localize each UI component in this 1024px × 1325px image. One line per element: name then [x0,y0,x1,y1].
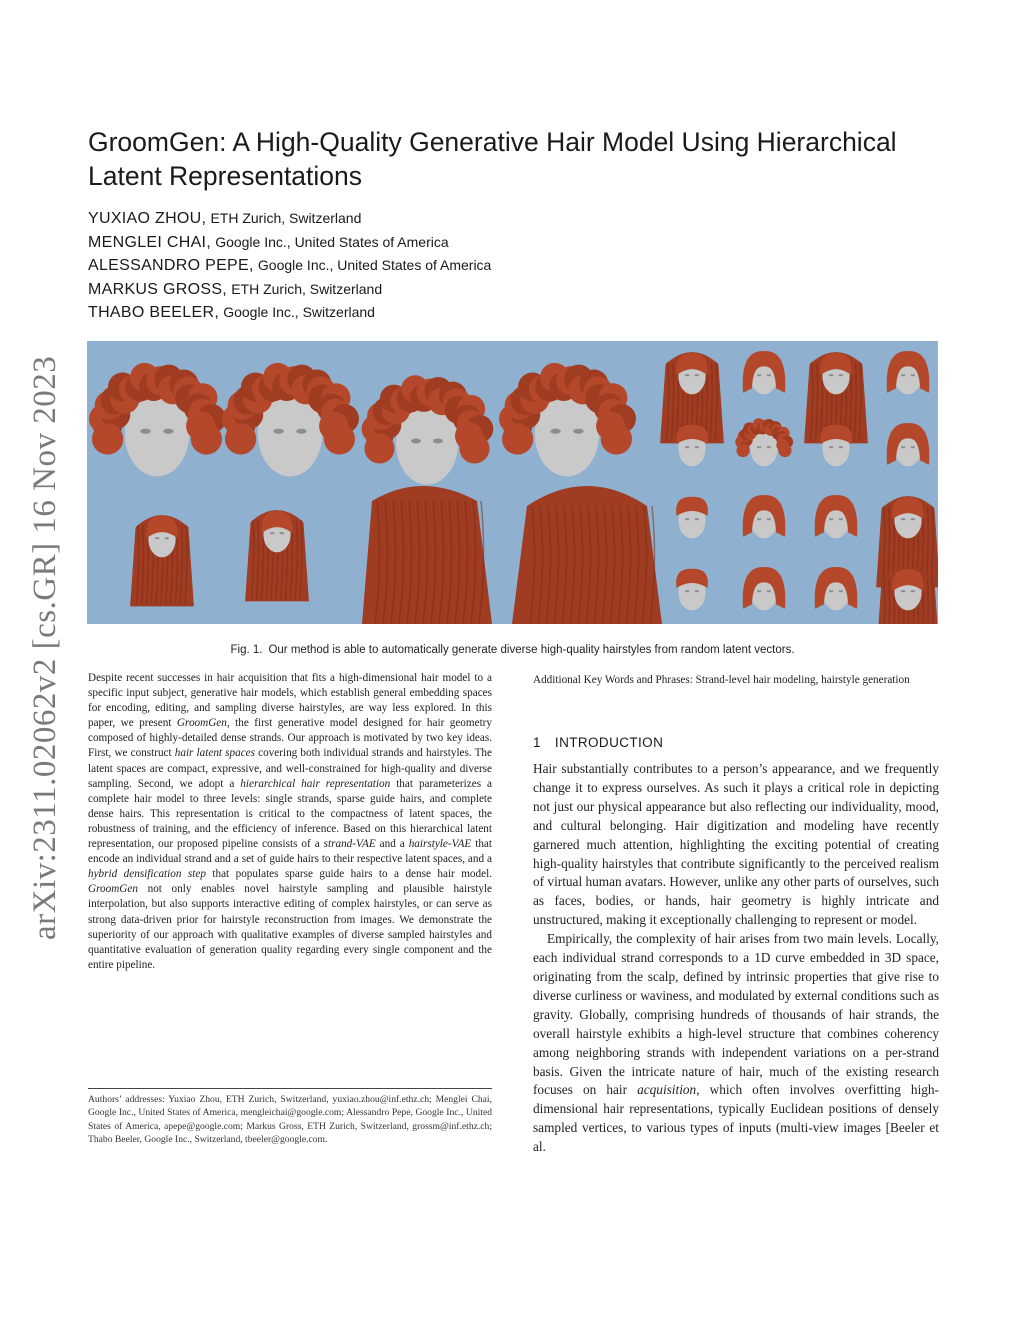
author-entry: YUXIAO ZHOU, ETH Zurich, Switzerland [88,210,362,227]
mannequin-eye [433,439,443,444]
section-title: INTRODUCTION [554,735,664,750]
curly-hair-tuft [324,423,355,454]
mannequin-eye [165,537,169,539]
mannequin-eye [757,518,761,520]
mannequin-eye [296,429,306,434]
section-number: 1 [533,735,541,750]
mannequin-eye [550,429,560,434]
introduction-body [533,760,939,1157]
mannequin-eye [839,446,843,448]
author-affiliation: ETH Zurich, Switzerland [210,210,362,226]
mannequin-eye [140,429,150,434]
mannequin-eye [155,537,159,539]
author-name: YUXIAO ZHOU [88,210,202,227]
figure-caption-text: Our method is able to automatically generate diverse high-quality hairstyles from random latent vectors. [268,644,795,656]
mannequin-eye [685,446,689,448]
curly-hair-tuft [365,434,395,464]
mannequin-eye [767,374,771,376]
author-addresses-footnote: Authors’ addresses: Yuxiao Zhou, ETH Zurich, Switzerland, yuxiao.zhou@inf.ethz.ch; Menglei Chai, Google Inc., United States of America, mengleichai@google.com; Alessandro Pepe, Google Inc., United States of America, apepe@google.com; Markus Gross, ETH Zurich, Switzerland, grossm@inf.ethz.ch; Thabo Beeler, Google Inc., Switzerland, tbeeler@google.com. [88,1094,492,1145]
footnote-divider [88,1088,492,1089]
author-name: MENGLEI CHAI [88,233,207,251]
mannequin-eye [901,374,905,376]
author-name: THABO BEELER [88,304,215,321]
author-affiliation: Google Inc., United States of America [215,233,449,250]
mannequin-eye [829,518,833,520]
mannequin-eye [695,446,699,448]
curly-hair-tuft [460,434,490,464]
mannequin-eye [163,429,173,434]
mannequin-eye [270,532,274,534]
mannequin-eye [839,374,843,376]
curly-hair-tuft [191,423,222,454]
mannequin-eye [757,374,761,376]
mannequin-eye [901,446,905,448]
teaser-figure [87,341,938,624]
mannequin-eye [911,374,915,376]
figure-caption [87,644,938,656]
author-entry: THABO BEELER, Google Inc., Switzerland [88,304,375,321]
author-affiliation: Google Inc., United States of America [257,257,492,273]
mannequin-eye [695,518,699,520]
curly-hair-tuft [601,423,632,454]
mannequin-eye [901,518,905,520]
mannequin-eye [273,429,283,434]
mannequin-eye [757,590,761,592]
mannequin-eye [280,532,284,534]
mannequin-eye [685,518,689,520]
mannequin-eye [685,374,689,376]
paper-title: GroomGen: A High-Quality Generative Hair Model Using Hierarchical Latent Representations [88,127,897,191]
author-name: ALESSANDRO PEPE [88,257,249,274]
author-affiliation: Google Inc., Switzerland [223,304,375,320]
author-entry: ALESSANDRO PEPE, Google Inc., United States of America [88,257,492,274]
curly-hair-tuft [737,444,750,457]
section-heading-introduction [533,735,663,750]
mannequin-eye [829,590,833,592]
mannequin-eye [829,374,833,376]
mannequin-eye [839,518,843,520]
curly-hair-tuft [778,444,791,457]
author-list [88,207,788,325]
mannequin-eye [911,590,915,592]
author-name: MARKUS GROSS [88,280,223,298]
mannequin-eye [901,590,905,592]
author-entry: MARKUS GROSS, ETH Zurich, Switzerland [88,280,383,298]
mannequin-eye [767,590,771,592]
hairstyle-renders-illustration [87,341,938,624]
mannequin-eye [839,590,843,592]
mannequin-eye [573,429,583,434]
author-affiliation: ETH Zurich, Switzerland [231,280,383,297]
curly-hair-tuft [225,423,256,454]
mannequin-eye [757,446,761,448]
mannequin-eye [911,446,915,448]
mannequin-eye [695,374,699,376]
curly-hair-tuft [502,423,533,454]
mannequin-eye [911,518,915,520]
mannequin-eye [829,446,833,448]
curly-hair-tuft [92,423,123,454]
mannequin-eye [695,590,699,592]
mannequin-eye [767,446,771,448]
intro-paragraph: Empirically, the complexity of hair arises from two main levels. Locally, each individual strand corresponds to a 1D curve embedded in 3D space, originating from the scalp, defined by intrinsic properties that give rise to diverse curliness or waviness, and modulated by external conditions such as gravity. Globally, comprising hundreds of thousands of hair strands, the overall hairstyle exhibits a high-level structure that combines coherency among neighboring strands with independent variations on a per-strand basis. Given the intricate nature of hair, much of the existing research focuses on hair acquisition, which often involves overfitting high-dimensional hair representations, typically Euclidean positions of densely sampled vertices, to various types of inputs (multi-view images [Beeler et al. [533,931,939,1155]
mannequin-eye [767,518,771,520]
author-entry: MENGLEI CHAI, Google Inc., United States of America [88,233,449,251]
figure-label: Fig. 1. [230,644,263,656]
keywords: Additional Key Words and Phrases: Strand-level hair modeling, hairstyle generation [533,674,910,686]
arxiv-identifier[interactable]: arXiv:2311.02062v2 [cs.GR] 16 Nov 2023 [27,355,63,940]
abstract: Despite recent successes in hair acquisition that fits a high-dimensional hair model to a specific input subject, generative hair models, which establish general embedding spaces for encoding, editing, and sampling diverse hairstyles, are way less explored. In this paper, we present GroomGen, the first generative model designed for hair geometry composed of highly-detailed dense strands. Our approach is motivated by two key ideas. First, we construct hair latent spaces covering both individual strands and hairstyles. The latent spaces are compact, expressive, and well-constrained for high-quality and diverse sampling. Second, we adopt a hierarchical hair representation that parameterizes a complete hair model to three levels: single strands, sparse guide hairs, and complete dense hairs. This representation is critical to the compactness of latent spaces, the robustness of training, and the efficiency of inference. Based on this hierarchical latent representation, our proposed pipeline consists of a strand-VAE and a hairstyle-VAE that encode an individual strand and a set of guide hairs to their respective latent spaces, and a hybrid densification step that populates sparse guide hairs to a dense hair model. GroomGen not only enables novel hairstyle sampling and plausible hairstyle interpolation, but also supports interactive editing of complex hairstyles, or can serve as strong data-driven prior for hairstyle reconstruction from images. We demonstrate the superiority of our approach with qualitative examples of diverse sampled hairstyles and quantitative evaluation of generation quality regarding every single component and the entire pipeline. [88,672,492,971]
mannequin-eye [411,439,421,444]
mannequin-eye [685,590,689,592]
intro-paragraph: Hair substantially contributes to a person’s appearance, and we frequently change it to express ourselves. As such it plays a critical role in depicting not just our physical appearance but also reflecting our individuality, mood, and cultural belonging. Hair digitization and modeling have recently garnered much attention, highlighting the exciting potential of creating high-quality hairstyles that contribute significantly to the perceived realism of virtual human avatars. However, unlike any other parts of ourselves, such as faces, bodies, or hands, hair geometry is highly intricate and unstructured, making it exceptionally challenging to represent or model. [533,761,939,928]
